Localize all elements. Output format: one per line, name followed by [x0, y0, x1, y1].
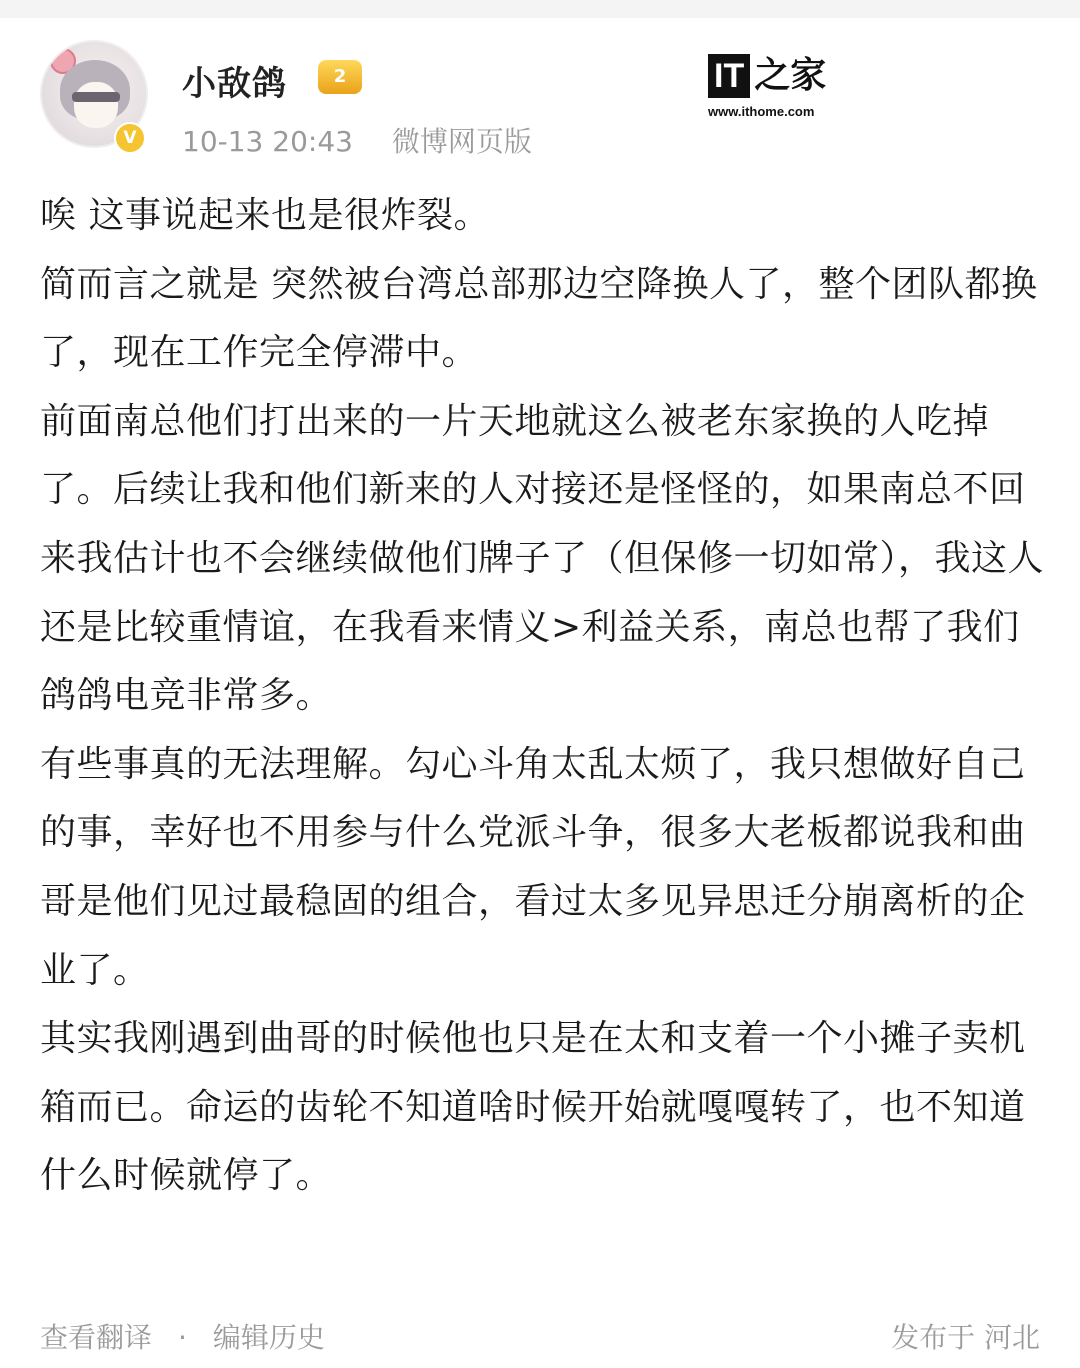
post-location: 发布于 河北 [891, 1321, 1040, 1354]
avatar-blindfold [72, 92, 120, 102]
post-body [40, 182, 1050, 1211]
top-bar [0, 0, 1080, 18]
post-paragraph: 唉 这事说起来也是很炸裂。 [40, 195, 490, 236]
ithome-watermark-logo [708, 54, 838, 119]
post-paragraph: 有些事真的无法理解。勾心斗角太乱太烦了，我只想做好自己的事，幸好也不用参与什么党派斗争，很多大老板都说我和曲哥是他们见过最稳固的组合，看过太多见异思迁分崩离析的企业了。 [40, 743, 1026, 991]
watermark-home: 之家 [754, 55, 827, 96]
post-footer [40, 1316, 1040, 1356]
post-paragraph: 前面南总他们打出来的一片天地就这么被老东家换的人吃掉了。后续让我和他们新来的人对接还是怪怪的，如果南总不回来我估计也不会继续做他们牌子了（但保修一切如常），我这人还是比较重情谊，在我看来情义>利益关系，南总也帮了我们鸽鸽电竞非常多。 [40, 400, 1045, 717]
post-source: 微博网页版 [391, 125, 532, 158]
verified-badge-icon: V [114, 122, 146, 154]
avatar-face [74, 82, 118, 128]
post-paragraph: 简而言之就是 突然被台湾总部那边空降换人了，整个团队都换了，现在工作完全停滞中。 [40, 263, 1038, 374]
post-timestamp: 10-13 20:43 [182, 125, 353, 158]
watermark-it: IT [708, 54, 750, 98]
translate-link[interactable]: 查看翻译 [40, 1321, 153, 1354]
post-header [0, 18, 1080, 168]
crown-badge-icon[interactable]: 2 [318, 60, 362, 94]
post-meta [182, 120, 532, 160]
avatar[interactable] [40, 40, 150, 150]
watermark-url: www.ithome.com [708, 104, 815, 119]
username[interactable]: 小敌鸽 [182, 64, 287, 104]
footer-separator: · [178, 1321, 187, 1354]
post-paragraph: 其实我刚遇到曲哥的时候他也只是在太和支着一个小摊子卖机箱而已。命运的齿轮不知道啥时候开始就嘎嘎转了，也不知道什么时候就停了。 [40, 1018, 1026, 1197]
edit-history-link[interactable]: 编辑历史 [212, 1321, 325, 1354]
